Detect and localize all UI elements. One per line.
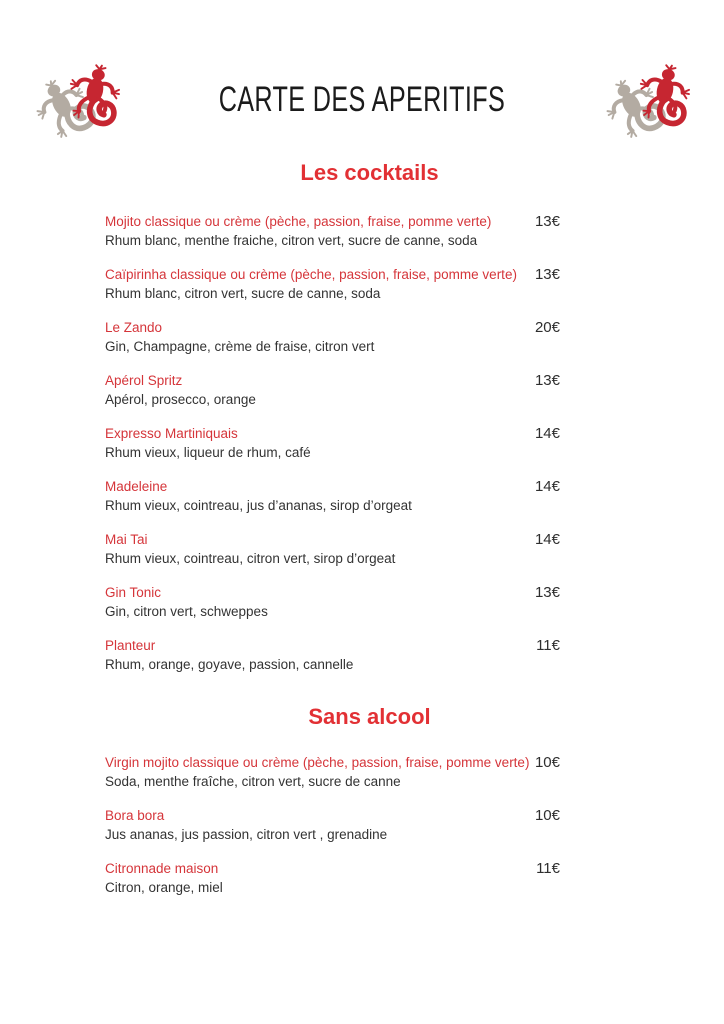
item-description: Rhum, orange, goyave, passion, cannelle: [105, 657, 354, 672]
item-name: Gin Tonic: [105, 585, 162, 600]
item-description: Rhum vieux, liqueur de rhum, café: [105, 445, 311, 460]
section-items-sans-alcool: [105, 753, 560, 897]
menu-item: [105, 371, 560, 409]
page-title: CARTE DES APERITIFS: [218, 80, 506, 119]
menu-item: [105, 636, 560, 674]
item-description: Rhum blanc, menthe fraiche, citron vert, sucre de canne, soda: [105, 233, 478, 248]
menu-item: [105, 583, 560, 621]
menu-content: [105, 160, 560, 912]
item-price: 14€: [534, 531, 560, 548]
item-price: 14€: [534, 425, 560, 442]
item-name: Virgin mojito classique ou crème (pèche, passion, fraise, pomme verte): [105, 755, 530, 770]
section-title-sans-alcool: Sans alcool: [308, 704, 431, 729]
item-price: 11€: [536, 860, 560, 877]
item-price: 14€: [534, 478, 560, 495]
item-description: Soda, menthe fraîche, citron vert, sucre de canne: [105, 774, 401, 789]
menu-item: [105, 859, 560, 897]
menu-item: [105, 477, 560, 515]
menu-item: [105, 265, 560, 303]
item-price: 10€: [534, 807, 560, 824]
item-price: 13€: [534, 213, 560, 230]
item-name: Mai Tai: [105, 532, 148, 547]
item-price: 11€: [536, 637, 560, 654]
item-name: Citronnade maison: [105, 861, 219, 876]
item-description: Jus ananas, jus passion, citron vert , grenadine: [105, 827, 388, 842]
item-description: Citron, orange, miel: [105, 880, 223, 895]
item-name: Apérol Spritz: [105, 373, 183, 388]
item-description: Apérol, prosecco, orange: [105, 392, 256, 407]
menu-item: [105, 530, 560, 568]
item-name: Expresso Martiniquais: [105, 426, 238, 441]
item-description: Rhum vieux, cointreau, citron vert, sirop d’orgeat: [105, 551, 396, 566]
item-description: Rhum blanc, citron vert, sucre de canne, soda: [105, 286, 381, 301]
item-price: 20€: [534, 319, 560, 336]
item-name: Mojito classique ou crème (pèche, passion, fraise, pomme verte): [105, 214, 492, 229]
item-name: Le Zando: [105, 320, 163, 335]
item-price: 13€: [534, 266, 560, 283]
item-name: Caïpirinha classique ou crème (pèche, passion, fraise, pomme verte): [105, 267, 517, 282]
item-price: 13€: [534, 372, 560, 389]
menu-item: [105, 753, 560, 791]
item-price: 13€: [534, 584, 560, 601]
section-title-cocktails: Les cocktails: [300, 160, 439, 185]
menu-item: [105, 806, 560, 844]
menu-item: [105, 318, 560, 356]
item-name: Madeleine: [105, 479, 168, 494]
item-description: Gin, Champagne, crème de fraise, citron vert: [105, 339, 375, 354]
item-price: 10€: [534, 754, 560, 771]
item-name: Bora bora: [105, 808, 165, 823]
menu-item: [105, 212, 560, 250]
section-items-cocktails: [105, 212, 560, 674]
item-description: Gin, citron vert, schweppes: [105, 604, 268, 619]
item-name: Planteur: [105, 638, 156, 653]
menu-item: [105, 424, 560, 462]
item-description: Rhum vieux, cointreau, jus d’ananas, sirop d’orgeat: [105, 498, 412, 513]
